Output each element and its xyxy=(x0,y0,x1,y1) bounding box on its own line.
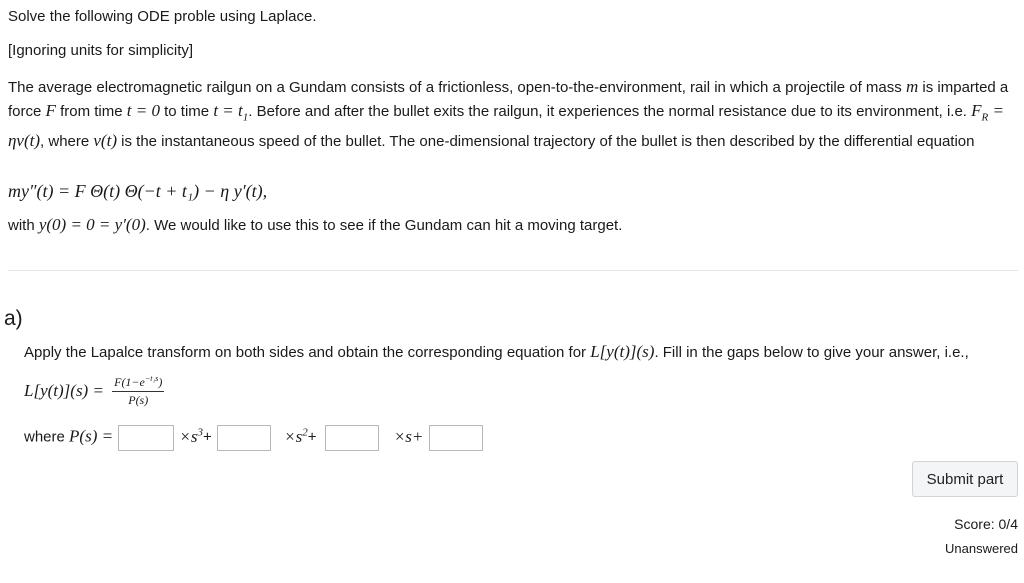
instruction-math: L[y(t)](s) xyxy=(590,342,655,361)
part-instruction: Apply the Lapalce transform on both sides and obtain the corresponding equation for L[y(t)](s). Fill in the gaps below to give your answer, i.e., xyxy=(24,342,969,361)
intro-vt: v(t) xyxy=(93,131,117,151)
part-label: a) xyxy=(4,307,23,330)
coefficient-s3-input[interactable] xyxy=(118,425,174,451)
laplace-lhs: L[y(t)](s) = xyxy=(24,381,104,400)
plus-2: + xyxy=(307,428,317,446)
where-math: P(s) = xyxy=(69,426,114,446)
section-divider xyxy=(8,270,1018,271)
question-title: Solve the following ODE proble using Laplace. xyxy=(8,8,317,25)
polynomial-row xyxy=(24,418,484,452)
term-s1: ×s+ xyxy=(393,426,424,446)
question-intro xyxy=(8,75,1016,153)
intro-t1: $t = t_1$ xyxy=(213,101,249,124)
intro-resistance: $F_R = \eta v(t)$ xyxy=(8,101,1004,151)
intro-text-2: is imparted a force xyxy=(8,79,1009,120)
laplace-expression xyxy=(24,374,164,408)
intro-mass-symbol: m xyxy=(905,77,919,96)
fraction-numerator: $F(1-e^{-t_1s})$ xyxy=(112,374,164,392)
differential-equation: my″(t) = F Θ(t) Θ(−t + t₁) − η y′(t), xyxy=(8,181,268,201)
submit-part-button[interactable]: Submit part xyxy=(912,461,1018,497)
fraction-denominator: P(s) xyxy=(128,393,149,407)
score-label: Score: 0/4 xyxy=(954,516,1018,532)
intro-text-4: to time xyxy=(159,103,214,120)
intro-text-6: , where xyxy=(40,133,94,151)
intro-text-5: . Before and after the bullet exits the railgun, it experiences the normal resistance due to its environment, i.e. xyxy=(248,103,972,120)
intro-text-7: is the instantaneous speed of the bullet. The one-dimensional trajectory of the bullet is then described by the differential equation xyxy=(116,133,975,151)
question-note: [Ignoring units for simplicity] xyxy=(8,42,194,59)
where-label: where xyxy=(24,428,70,446)
coefficient-s1-input[interactable] xyxy=(325,425,379,451)
term-s2: $\times s^2$ xyxy=(284,426,308,446)
initial-conditions-math: y(0) = 0 = y′(0) xyxy=(38,215,146,234)
coefficient-s2-input[interactable] xyxy=(217,425,271,451)
intro-t0: t = 0 xyxy=(126,101,160,120)
term-s3: $\times s^3$ xyxy=(179,426,204,446)
intro-text-3: from time xyxy=(55,103,127,120)
intro-text-1: The average electromagnetic railgun on a Gundam consists of a frictionless, open-to-the-environment, rail in which a projectile of mass xyxy=(8,79,906,96)
initial-conditions: with y(0) = 0 = y′(0). We would like to use this to see if the Gundam can hit a moving target. xyxy=(8,215,623,234)
laplace-fraction xyxy=(112,374,164,408)
coefficient-s0-input[interactable] xyxy=(429,425,483,451)
answer-status: Unanswered xyxy=(945,541,1018,556)
intro-force-symbol: F xyxy=(45,101,56,120)
plus-1: + xyxy=(203,428,212,446)
